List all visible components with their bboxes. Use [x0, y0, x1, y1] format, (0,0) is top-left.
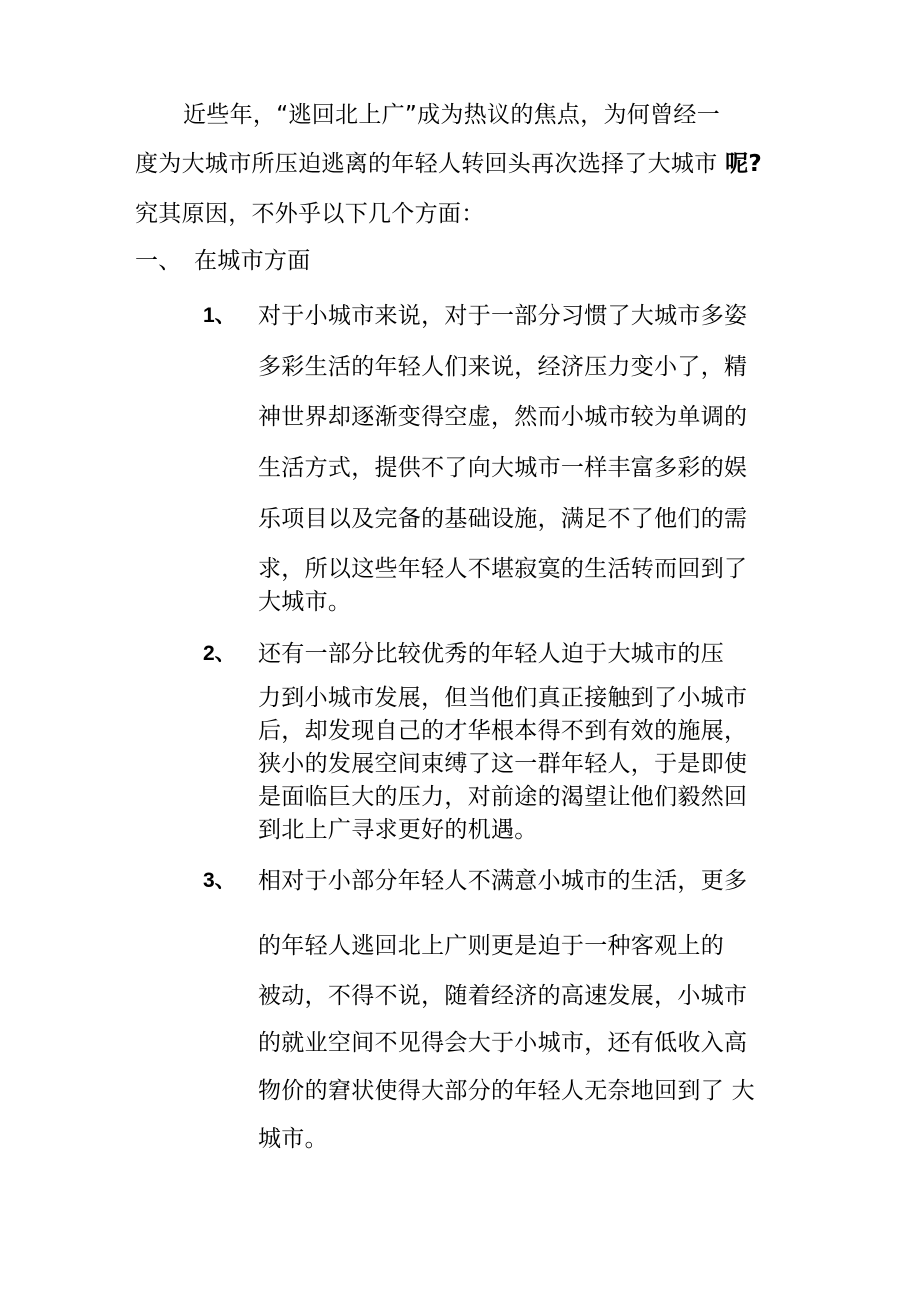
intro-line-3: 究其原因，不外乎以下几个方面：: [135, 201, 485, 227]
item-2-number: 2、: [203, 642, 236, 665]
item-1-line: 乐项目以及完备的基础设施，满足不了他们的需: [258, 506, 748, 532]
item-3-line: 物价的窘状使得大部分的年轻人无奈地回到了 大: [258, 1078, 755, 1104]
section-marker: 一、: [135, 248, 182, 274]
item-2-line: 力到小城市发展，但当他们真正接触到了小城市: [258, 685, 748, 711]
item-3-line: 的就业空间不见得会大于小城市，还有低收入高: [258, 1030, 748, 1056]
intro-line-2-end: 呢?: [725, 151, 763, 177]
item-1-line: 生活方式，提供不了向大城市一样丰富多彩的娱: [258, 455, 748, 481]
section-title: 在城市方面: [194, 248, 311, 274]
item-2-line: 还有一部分比较优秀的年轻人迫于大城市的压: [258, 641, 724, 667]
item-1-number: 1、: [203, 304, 236, 327]
item-2-line: 到北上广寻求更好的机遇。: [258, 817, 538, 843]
item-3-line: 城市。: [258, 1126, 328, 1152]
item-2-line: 后，却发现自己的才华根本得不到有效的施展，: [258, 718, 748, 744]
item-2-line: 是面临巨大的压力，对前途的渴望让他们毅然回: [258, 784, 748, 810]
item-1-line: 求，所以这些年轻人不堪寂寞的生活转而回到了: [258, 556, 748, 582]
item-2-line: 狭小的发展空间束缚了这一群年轻人，于是即使: [258, 751, 748, 777]
item-3-number: 3、: [203, 869, 236, 892]
item-1-line: 多彩生活的年轻人们来说，经济压力变小了，精: [258, 354, 748, 380]
item-3-line: 被动，不得不说，随着经济的高速发展，小城市: [258, 983, 748, 1009]
item-1-line: 大城市。: [258, 589, 352, 615]
item-3-line: 的年轻人逃回北上广则更是迫于一种客观上的: [258, 933, 724, 959]
item-1-line: 神世界却逐渐变得空虚，然而小城市较为单调的: [258, 404, 748, 430]
intro-line-2: [135, 149, 762, 179]
intro-line-1: 近些年，“逃回北上广”成为热议的焦点，为何曾经一: [183, 102, 721, 128]
intro-line-2-text: 度为大城市所压迫逃离的年轻人转回头再次选择了大城市: [135, 151, 726, 177]
item-3-line: 相对于小部分年轻人不满意小城市的生活，更多: [258, 868, 748, 894]
item-1-line: 对于小城市来说，对于一部分习惯了大城市多姿: [258, 303, 748, 329]
